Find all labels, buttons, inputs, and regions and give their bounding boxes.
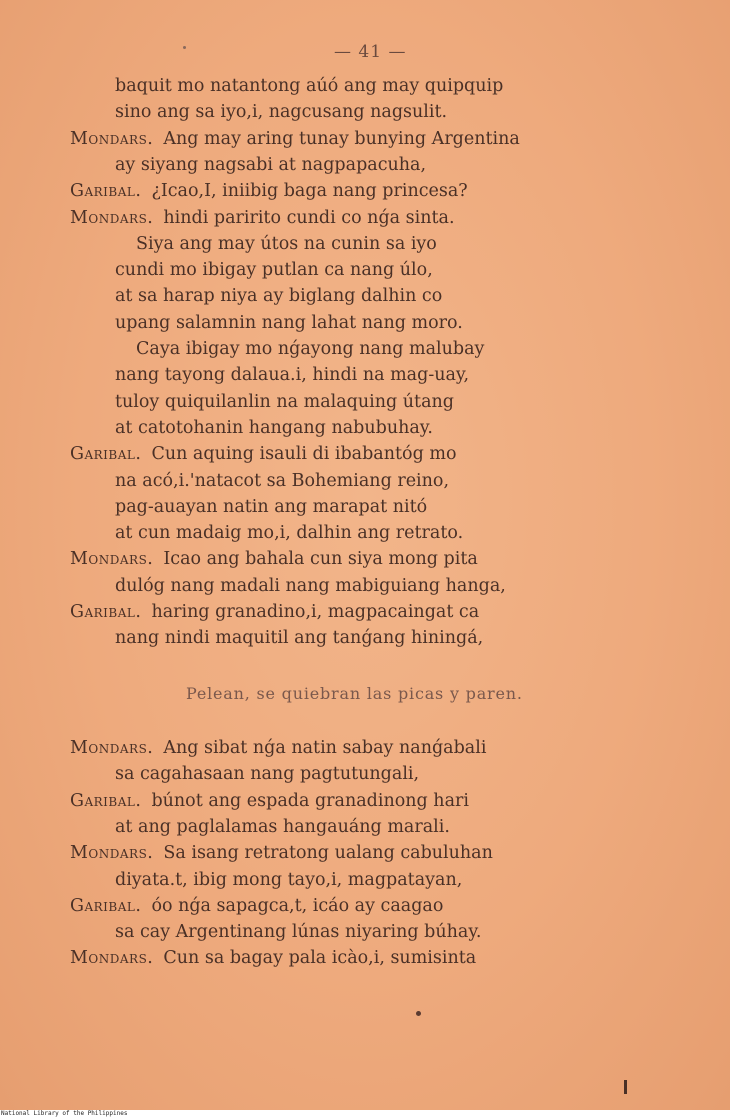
verse-line (115, 310, 463, 336)
verse-line (70, 441, 456, 467)
verse-line (115, 389, 454, 415)
verse-text: haring granadino,i, magpacaingat ca (151, 602, 480, 622)
verse-line (70, 788, 469, 814)
speaker-name: Mondars. (70, 948, 154, 969)
ink-mark (624, 1080, 627, 1094)
speaker-name: Garibal. (70, 790, 142, 811)
speaker-name: Garibal. (70, 444, 142, 465)
stage-direction: Pelean, se quiebran las picas y paren. (186, 684, 523, 703)
verse-line (136, 231, 437, 257)
verse-text: tuloy quiquilanlin na malaquing útang (115, 391, 454, 412)
verse-line (70, 126, 520, 152)
verse-text: Caya ibigay mo nǵayong nang malubay (136, 339, 485, 359)
verse-text: at catotohanin hangang nabubuhay. (115, 417, 433, 438)
verse-text: Cun aquing isauli di ibabantóg mo (151, 444, 457, 465)
verse-line (115, 814, 450, 840)
verse-line (115, 283, 442, 309)
verse-text: at cun madaig mo,i, dalhin ang retrato. (115, 523, 464, 544)
verse-line (115, 468, 449, 494)
speaker-name: Mondars. (70, 549, 154, 570)
verse-line (115, 73, 503, 99)
verse-text: sino ang sa iyo,i, nagcusang nagsulit. (115, 102, 448, 123)
verse-line (115, 761, 419, 787)
verse-text: Cun sa bagay pala icào,i, sumisinta (163, 948, 477, 969)
verse-line (70, 945, 476, 971)
verse-text: dulóg nang madali nang mabiguiang hanga, (115, 575, 506, 596)
speaker-name: Mondars. (70, 843, 154, 864)
footer-credit: National Library of the Philippines (1, 1110, 128, 1117)
verse-text: búnot ang espada granadinong hari (151, 790, 469, 811)
verse-line (70, 599, 479, 625)
verse-text: ay siyang nagsabi at nagpapacuha, (115, 154, 427, 175)
verse-line (115, 625, 483, 651)
verse-text: cundi mo ibigay putlan ca nang úlo, (115, 260, 433, 281)
speaker-name: Garibal. (70, 895, 142, 916)
verse-line (70, 893, 443, 919)
verse-line (115, 99, 447, 125)
verse-text: nang nindi maquitil ang tanǵang hiningá, (115, 628, 484, 649)
verse-line (70, 840, 493, 866)
verse-line (115, 494, 427, 520)
ink-speck (183, 46, 186, 49)
verse-line (115, 919, 481, 945)
verse-line (115, 867, 462, 893)
verse-text: baquit mo natantong aúó ang may quipquip (115, 76, 504, 96)
page-number: — 41 — (334, 42, 407, 62)
speaker-name: Mondars. (70, 738, 154, 758)
verse-text: Ang sibat nǵa natin sabay nanǵabali (163, 738, 487, 758)
verse-text: óo nǵa sapagca,t, icáo ay caagao (151, 895, 444, 916)
verse-text: Icao ang bahala cun siya mong pita (163, 549, 478, 570)
verse-text: pag-auayan natin ang marapat nitó (115, 496, 428, 517)
verse-text: sa cay Argentinang lúnas niyaring búhay. (115, 922, 482, 943)
verse-line (115, 362, 469, 388)
speaker-name: Mondars. (70, 207, 154, 228)
verse-text: Siya ang may útos na cunin sa iyo (136, 233, 437, 254)
verse-line (70, 546, 478, 572)
speaker-name: Mondars. (70, 128, 154, 149)
verse-text: at ang paglalamas hangauáng marali. (115, 816, 450, 837)
verse-text: Ang may aring tunay bunying Argentina (163, 128, 520, 149)
verse-line (115, 520, 463, 546)
verse-line (115, 152, 426, 178)
verse-text: diyata.t, ibig mong tayo,i, magpatayan, (115, 869, 463, 890)
verse-text: nang tayong dalaua.i, hindi na mag-uay, (115, 365, 470, 386)
verse-text: upang salamnin nang lahat nang moro. (115, 312, 463, 333)
verse-line (136, 336, 484, 362)
verse-line (115, 573, 506, 599)
verse-text: na acó,i.'natacot sa Bohemiang reino, (115, 470, 450, 491)
verse-line (115, 257, 433, 283)
verse-line (70, 178, 468, 204)
verse-line (115, 415, 433, 441)
speaker-name: Garibal. (70, 181, 142, 202)
speaker-name: Garibal. (70, 602, 142, 622)
verse-text: sa cagahasaan nang pagtutungali, (115, 764, 420, 785)
verse-line (70, 205, 455, 231)
verse-text: ¿Icao,I, iniibig baga nang princesa? (151, 181, 468, 202)
verse-text: Sa isang retratong ualang cabuluhan (163, 843, 493, 864)
ink-dot (416, 1011, 421, 1016)
verse-text: at sa harap niya ay biglang dalhin co (115, 286, 443, 307)
verse-line (70, 735, 486, 761)
verse-text: hindi paririto cundi co nǵa sinta. (163, 207, 455, 228)
